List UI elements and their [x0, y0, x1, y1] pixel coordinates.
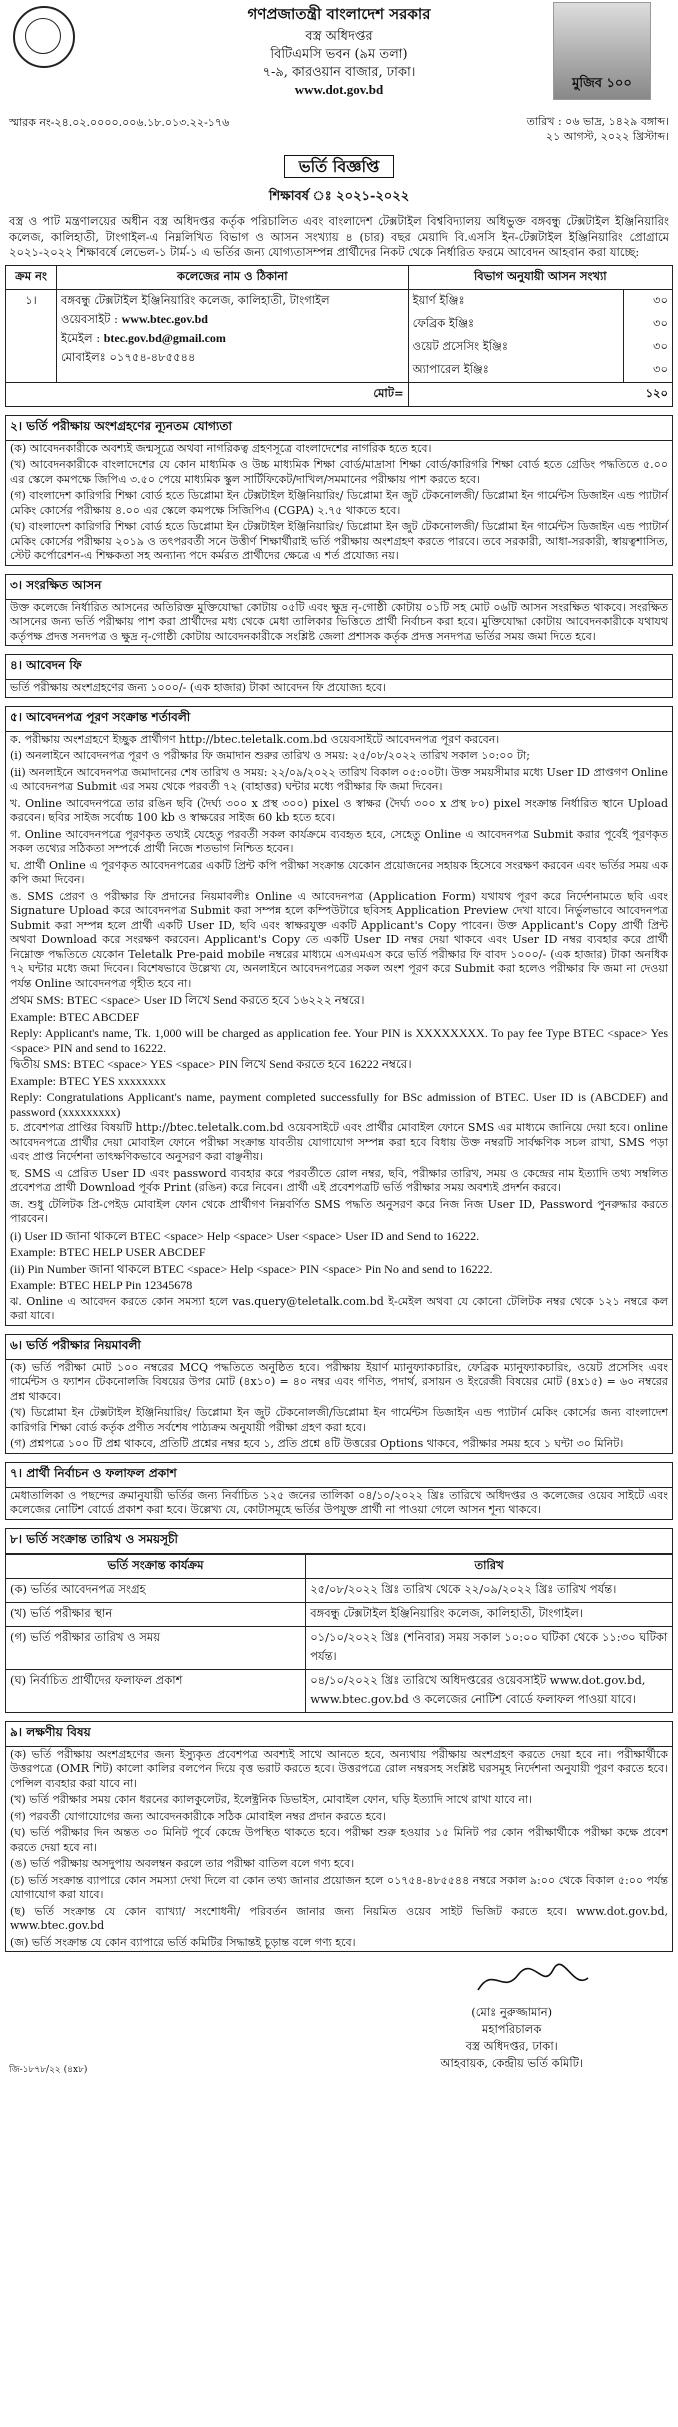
- signatory-designation: মহাপরিচালক: [482, 2022, 542, 2036]
- list-item: (গ) পরবর্তী যোগাযোগের জন্য আবেদনকারীকে সঠিক মোবাইল নম্বর প্রদান করতে হবে।: [10, 1809, 386, 1823]
- government-seal-icon: [13, 6, 75, 68]
- schedule-table: [6, 1554, 672, 1712]
- col-college: কলেজের নাম ও ঠিকানা: [57, 265, 409, 289]
- dept-seats: ৩০: [624, 289, 673, 313]
- building-name: বিটিএমসি ভবন (৯ম তলা): [270, 47, 408, 62]
- list-item: Example: BTEC HELP USER ABCDEF: [10, 1245, 206, 1259]
- list-item: (জ) ভর্তি সংক্রান্ত যে কোন ব্যাপারে ভর্তি কমিটির সিদ্ধান্তই চূড়ান্ত বলে গণ্য হবে।: [10, 1935, 356, 1949]
- signatory-office: বস্ত্র অধিদপ্তর, ঢাকা।: [465, 2039, 558, 2053]
- list-item: ঘ. প্রার্থী Online এ পূরণকৃত আবেদনপত্রের একটি প্রিন্ট কপি পরীক্ষা সংক্রান্ত যেকোন প্রয়োজনের সহায়ক হিসেবে সংরক্ষণ করবেন এবং ভর্তির সময় এক কপি জমা দিবেন।: [10, 858, 668, 886]
- section-selection-result: ৭। প্রার্থী নির্বাচন ও ফলাফল প্রকাশ মেধাতালিকা ও পছন্দের ক্রমানুযায়ী ভর্তির জন্য নির্বাচিত ১২৫ জনের তালিকা ০৪/১০/২০২২ খ্রিঃ তারিখে অধিদপ্তর ও কলেজের ওয়েব সাইটে এবং কলেজের নোটিশ বোর্ডে প্রকাশ করা হবে। উল্লেখ্য যে, কোটাসমূহে ভর্তির উপযুক্ত প্রার্থী না পাওয়া গেলে আসন শূন্য থাকবে।: [5, 1462, 673, 1520]
- section-application-fee: ৪। আবেদন ফি ভর্তি পরীক্ষায় অংশগ্রহণের জন্য ১০০০/- (এক হাজার) টাকা আবেদন ফি প্রযোজ্য হবে।: [5, 654, 673, 698]
- table-row: (গ) ভর্তি পরীক্ষার তারিখ ও সময় ০১/১০/২০২২ খ্রিঃ (শনিবার) সময় সকাল ১০:০০ ঘটিকা থেকে ১১:৩০ ঘটিকা পর্যন্ত।: [6, 1626, 672, 1669]
- footer-code: জি-১৮৭৮/২২ (৪x৮): [9, 2065, 88, 2075]
- sms-line: দ্বিতীয় SMS: BTEC <space> YES <space> PIN লিখে Send করতে হবে 16222 নম্বরে।: [10, 1057, 412, 1071]
- list-item: (চ) ভর্তি সংক্রান্ত ব্যাপারে কোন সমস্যা দেখা দিলে বা কোন তথ্য জানার প্রয়োজন হলে ০১৭৫৪-৪৮৫৫৪৪ নম্বরে সকাল ৯:০০ থেকে বিকাল ৫:০০ পর্যন্ত যোগাযোগ করা যাবে।: [10, 1873, 668, 1901]
- list-item: ছ. SMS এ প্রেরিত User ID এবং password ব্যবহার করে পরবর্তীতে রোল নম্বর, ছবি, পরীক্ষার তারিখ, সময় ও কেন্দ্রের নাম ইত্যাদি তথ্য সম্বলিত প্রবেশপত্র প্রার্থী Download পূর্বক Print (রঙিন) করে নিবেন। প্রার্থী এই প্রবেশপত্রটি ভর্তি পরীক্ষার সময় অবশ্যই প্রদর্শন করবে।: [10, 1166, 668, 1194]
- session-year: শিক্ষাবর্ষ ঃ ২০২১-২০২২: [268, 189, 410, 204]
- sms-line: Example: BTEC ABCDEF: [10, 1009, 140, 1024]
- dept-seats: ৩০: [624, 313, 673, 336]
- table-row: (খ) ভর্তি পরীক্ষার স্থান বঙ্গবন্ধু টেক্সটাইল ইঞ্জিনিয়ারিং কলেজ, কালিহাতী, টাংগাইল।: [6, 1602, 672, 1626]
- college-website-link[interactable]: www.btec.gov.bd: [121, 311, 208, 326]
- table-row: (ঘ) নির্বাচিত প্রার্থীদের ফলাফল প্রকাশ ০৪/১০/২০২২ খ্রিঃ তারিখে অধিদপ্তরের ওয়েবসাইট www.dot.gov.bd, www.btec.gov.bd ও কলেজের নোটিশ বোর্ডে ফলাফল পাওয়া যাবে।: [6, 1669, 672, 1712]
- list-item: (খ) আবেদনকারীকে বাংলাদেশের যে কোন মাধ্যমিক ও উচ্চ মাধ্যমিক শিক্ষা বোর্ড/মাদ্রাসা শিক্ষা বোর্ড/কারিগরি শিক্ষা বোর্ড হতে গ্রেডিং পদ্ধতিতে ৫.০০ এর স্কেলে কমপক্ষে জিপিএ ৩.৫০ পেয়ে মাধ্যমিক স্কুল সার্টিফিকেট/দাখিল/সমমানের পরীক্ষায় পাশ করতে হবে।: [10, 458, 668, 486]
- gov-title: গণপ্রজাতন্ত্রী বাংলাদেশ সরকার: [247, 5, 431, 23]
- list-item: (ক) ভর্তি পরীক্ষা মোট ১০০ নম্বরের MCQ পদ্ধতিতে অনুষ্ঠিত হবে। পরীক্ষায় ইয়ার্ণ ম্যানুফ্যাকচারিং, ফেব্রিক ম্যানুফ্যাকচারিং, ওয়েট প্রসেসিং এবং গার্মেন্টস ও ফ্যাশন টেকনোলজি বিষয়ের উপর মোট (৪x১০) = ৪০ নম্বর এবং গণিত, পদার্থ, রসায়ন ও ইংরেজী বিষয়ের মোট (৪x১৫) = ৬০ নম্বরের প্রশ্ন থাকবে।: [10, 1360, 668, 1403]
- section-reserved-seats: ৩। সংরক্ষিত আসন উক্ত কলেজে নির্ধারিত আসনের অতিরিক্ত মুক্তিযোদ্ধা কোটায় ০৫টি এবং ক্ষুদ্র নৃ-গোষ্ঠী কোটায় ০১টি সহ মোট ০৬টি আসন সংরক্ষিত থাকবে। সংরক্ষিত আসনের জন্য ভর্তি পরীক্ষায় পাশ করা প্রার্থীদের মধ্য থেকে মেধা তালিকার ভিত্তিতে প্রার্থী নির্বাচন করা হবে। মুক্তিযোদ্ধা কোটায় আবেদনকারীকে যথাযথ কর্তৃপক্ষ প্রদত্ত সনদপত্র ও ক্ষুদ্র নৃ-গোষ্ঠী কোটায় আবেদনকারীকে সংশ্লিষ্ট জেলা প্রশাসক কর্তৃক প্রদত্ত সনদপত্র ভর্তির সময় জমা দিতে হবে।: [5, 574, 673, 647]
- admission-notice: [5, 0, 673, 2427]
- date-bangla: ০৬ ভাদ্র, ১৪২৯ বঙ্গাব্দ।: [565, 115, 669, 128]
- list-item: (ক) ভর্তি পরীক্ষায় অংশগ্রহণের জন্য ইস্যুকৃত প্রবেশপত্র অবশ্যই সাথে আনতে হবে, অন্যথায় পরীক্ষায় অংশগ্রহণ করতে দেয়া হবে না। পরীক্ষার্থীকে উত্তরপত্রে (OMR শিট) কালো কালির বলপেন দিয়ে বৃত্ত ভরাট করতে হবে। উত্তরপত্রে রোল নম্বরসহ সংশ্লিষ্ট ঘরসমূহ নির্দেশনা অনুযায়ী পূরণ করতে হবে। পেন্সিল ব্যবহার করা যাবে না।: [10, 1747, 668, 1790]
- list-item: (খ) ভর্তি পরীক্ষার সময় কোন ধরনের ক্যালকুলেটর, ইলেক্ট্রনিক ডিভাইস, মোবাইল ফোন, ঘড়ি ইত্যাদি সাথে রাখা যাবে না।: [10, 1793, 533, 1806]
- dept-seats: ৩০: [624, 359, 673, 383]
- col-sl: ক্রম নং: [6, 265, 57, 289]
- sms-line: Reply: Applicant's name, Tk. 1,000 will be charged as application fee. Your PIN is XXXXXXXX. To pay fee Type BTEC <space> Yes <space> PIN and send to 16222.: [10, 1026, 668, 1055]
- sms-line: Example: BTEC YES xxxxxxxx: [10, 1073, 166, 1088]
- list-item: ঝ. Online এ আবেদন করতে কোন সমস্যা হলে vas.query@teletalk.com.bd ই-মেইল অথবা যে কোনো টেলিটক নম্বর থেকে ১২১ নম্বরে কল করা যাবে।: [10, 1294, 668, 1322]
- memo-number: স্মারক নং-২৪.০২.০০০০.০০৬.১৮.০১৩.২২-১৭৬: [9, 116, 230, 129]
- row-sl: ১।: [6, 289, 57, 382]
- list-item: (ii) অনলাইনে আবেদনপত্র জমাদানের শেষ তারিখ ও সময়: ২২/০৯/২০২২ তারিখ বিকাল ০৫:০০টা। উক্ত সময়সীমার মধ্যে User ID প্রাপ্তগণ Online এ আবেদনপত্র Submit এর সময় থেকে পরবর্তী ৭২ (বাহাত্তর) ঘন্টার মধ্যে পরীক্ষার ফি জমা দিবেন।: [10, 765, 668, 793]
- list-item: (i) User ID জানা থাকলে BTEC <space> Help <space> User <space> User ID and Send to 16222.: [10, 1228, 480, 1243]
- list-item: ভর্তি পরীক্ষায় অংশগ্রহণের জন্য ১০০০/- (এক হাজার) টাকা আবেদন ফি প্রযোজ্য হবে।: [10, 681, 386, 694]
- list-item: (ক) আবেদনকারীকে অবশ্যই জন্মসূত্রে অথবা নাগরিকত্ব গ্রহণসূত্রে বাংলাদেশের নাগরিক হতে হবে।: [10, 441, 432, 455]
- list-item: ঙ. SMS প্রেরণ ও পরীক্ষার ফি প্রদানের নিয়মাবলীঃ Online এ আবেদনপত্র (Application Form) যথাযথ পূরণ করে নির্দেশনামতে ছবি এবং Signature Upload করে আবেদনপত্র Submit করা সম্পন্ন হলে কম্পিউটারে ছবিসহ Application Preview দেখা যাবে। নির্ভুলভাবে আবেদনপত্র Submit করা সম্পন্ন হলে প্রার্থী একটি User ID, ছবি এবং স্বাক্ষরযুক্ত একটি Applicant's Copy পাবেন। উক্ত Applicant's Copy প্রার্থী প্রিন্ট অথবা Download করে সংরক্ষণ করবেন। Applicant's Copy তে একটি User ID নম্বর দেয়া থাকবে এবং User ID নম্বর ব্যবহার করে প্রার্থী নিম্নোক্ত পদ্ধতিতে যেকোন Teletalk Pre-paid mobile নম্বরের মাধ্যমে এসএমএস করে ভর্তি পরীক্ষার ফি বাবদ ১০০০/- (এক হাজার) টাকা অনধিক ৭২ ঘন্টার মধ্যে জমা দিবেন। বিশেষভাবে উল্লেখ্য যে, অনলাইনে আবেদনপত্রের সকল অংশ পূরণ করে Submit করা হলেও পরীক্ষার ফি জমা না দেওয়া পর্যন্ত Online আবেদনপত্র গৃহীত হবে না।: [10, 889, 668, 990]
- section-eligibility: ২। ভর্তি পরীক্ষায় অংশগ্রহণের ন্যূনতম যোগ্যতা (ক) আবেদনকারীকে অবশ্যই জন্মসূত্রে অথবা নাগরিকত্ব গ্রহণসূত্রে বাংলাদেশের নাগরিক হতে হবে। (খ) আবেদনকারীকে বাংলাদেশের যে কোন মাধ্যমিক ও উচ্চ মাধ্যমিক শিক্ষা বোর্ড/মাদ্রাসা শিক্ষা বোর্ড/কারিগরি শিক্ষা বোর্ড হতে গ্রেডিং পদ্ধতিতে ৫.০০ এর স্কেলে কমপক্ষে জিপিএ ৩.৫০ পেয়ে মাধ্যমিক স্কুল সার্টিফিকেট/দাখিল/সমমানের পরীক্ষায় পাশ করতে হবে। (গ) বাংলাদেশ কারিগরি শিক্ষা বোর্ড হতে ডিপ্লোমা ইন টেক্সটাইল ইঞ্জিনিয়ারিং/ ডিপ্লোমা ইন জুট টেকনোলজী/ ডিপ্লোমা ইন গার্মেন্টস ডিজাইন এন্ড প্যাটার্ন মেকিং কোর্সের পরীক্ষায় ৪.০০ এর স্কেলে কমপক্ষে সিজিপিএ (CGPA) ২.৭৫ থাকতে হবে। (ঘ) বাংলাদেশ কারিগরি শিক্ষা বোর্ড হতে ডিপ্লোমা ইন টেক্সটাইল ইঞ্জিনিয়ারিং/ ডিপ্লোমা ইন জুট টেকনোলজী/ ডিপ্লোমা ইন গার্মেন্টস ডিজাইন এন্ড প্যাটার্ন মেকিং কোর্সের পরীক্ষায় ২০১৯ ও তৎপরবর্তী সনে উত্তীর্ণ শিক্ষার্থীরাই ভর্তি পরীক্ষায় অংশগ্রহণ করতে পারবে। তবে সরকারী, আধা-সরকারী, স্বায়ত্বশাসিত, স্টেট কর্পোরেশন-এ শিক্ষকতা সহ অন্যান্য পদে কর্মরত প্রার্থীদের ক্ষেত্রে এ শর্ত প্রযোজ্য নয়।: [5, 415, 673, 566]
- date-english: ২১ আগস্ট, ২০২২ খ্রিস্টাব্দ।: [545, 130, 669, 143]
- dept-name: ফেব্রিক ইঞ্জিঃ: [408, 313, 623, 336]
- memo-date: [527, 114, 669, 144]
- list-item: (i) অনলাইনে আবেদনপত্র পূরণ ও পরীক্ষার ফি জমাদান শুরুর তারিখ ও সময়: ২৫/০৮/২০২২ তারিখ সকাল ১০:০০ টা;: [10, 749, 530, 762]
- signature-block: [5, 1952, 673, 2082]
- col-date: তারিখ: [306, 1554, 672, 1578]
- sms-line: প্রথম SMS: BTEC <space> User ID লিখে Send করতে হবে ১৬২২২ নম্বরে।: [10, 993, 365, 1007]
- seat-table: [5, 265, 673, 407]
- signatory-name: (মোঃ নুরুজ্জামান): [471, 2005, 553, 2019]
- total-seats: ১২০: [408, 382, 672, 406]
- section-application-rules: ৫। আবেদনপত্র পূরণ সংক্রান্ত শর্তাবলী ক. পরীক্ষায় অংশগ্রহণে ইচ্ছুক প্রার্থীগণ http://btec.teletalk.com.bd ওয়েবসাইটে আবেদনপত্র পূরণ করবেন। (i) অনলাইনে আবেদনপত্র পূরণ ও পরীক্ষার ফি জমাদান শুরুর তারিখ ও সময়: ২৫/০৮/২০২২ তারিখ সকাল ১০:০০ টা; (ii) অনলাইনে আবেদনপত্র জমাদানের শেষ তারিখ ও সময়: ২২/০৯/২০২২ তারিখ বিকাল ০৫:০০টা। উক্ত সময়সীমার মধ্যে User ID প্রাপ্তগণ Online এ আবেদনপত্র Submit এর সময় থেকে পরবর্তী ৭২ (বাহাত্তর) ঘন্টার মধ্যে পরীক্ষার ফি জমা দিবেন। খ. Online আবেদনপত্রে তার রঙিন ছবি (দৈর্ঘ্য ৩০০ x প্রস্থ ৩০০) pixel ও স্বাক্ষর (দৈর্ঘ্য ৩০০ x প্রস্থ ৮০) pixel সংক্রান্ত নির্ধারিত স্থানে Upload করবেন। ছবির সাইজ সর্বোচ্চ 100 kb ও স্বাক্ষরের সাইজ 60 kb হতে হবে। গ. Online আবেদনপত্রে পূরণকৃত তথ্যই যেহেতু পরবর্তী সকল কার্যক্রমে ব্যবহৃত হবে, সেহেতু Online এ আবেদনপত্র Submit করার পূর্বেই পূরণকৃত সকল তথ্যের সঠিকতা সম্পর্কে প্রার্থী নিজে শতভাগ নিশ্চিত হবেন। ঘ. প্রার্থী Online এ পূরণকৃত আবেদনপত্রের একটি প্রিন্ট কপি পরীক্ষা সংক্রান্ত যেকোন প্রয়োজনের সহায়ক হিসেবে সংরক্ষণ করবেন এবং ভর্তির সময় এক কপি জমা দিবেন। ঙ. SMS প্রেরণ ও পরীক্ষার ফি প্রদানের নিয়মাবলীঃ Online এ আবেদনপত্র (Application Form) যথাযথ পূরণ করে নির্দেশনামতে ছবি এবং Signature Upload করে আবেদনপত্র Submit করা সম্পন্ন হলে কম্পিউটারে ছবিসহ Application Preview দেখা যাবে। নির্ভুলভাবে আবেদনপত্র Submit করা সম্পন্ন হলে প্রার্থী একটি User ID, ছবি এবং স্বাক্ষরযুক্ত একটি Applicant's Copy পাবেন। উক্ত Applicant's Copy প্রার্থী প্রিন্ট অথবা Download করে সংরক্ষণ করবেন। Applicant's Copy তে একটি User ID নম্বর দেয়া থাকবে এবং User ID নম্বর ব্যবহার করে প্রার্থী নিম্নোক্ত পদ্ধতিতে যেকোন Teletalk Pre-paid mobile নম্বরের মাধ্যমে এসএমএস করে ভর্তি পরীক্ষার ফি বাবদ ১০০০/- (এক হাজার) টাকা অনধিক ৭২ ঘন্টার মধ্যে জমা দিবেন। বিশেষভাবে উল্লেখ্য যে, অনলাইনে আবেদনপত্রের সকল অংশ পূরণ করে Submit করা হলেও পরীক্ষার ফি জমা না দেওয়া পর্যন্ত Online আবেদনপত্র গৃহীত হবে না। প্রথম SMS: BTEC <space> User ID লিখে Send করতে হবে ১৬২২২ নম্বরে। Example: BTEC ABCDEF Reply: Applicant's name, Tk. 1,000 will be charged as application fee. Your PIN is XXXXXXXX. To pay fee Type BTEC <space> Yes <space> PIN and send to 16222. দ্বিতীয় SMS: BTEC <space> YES <space> PIN লিখে Send করতে হবে 16222 নম্বরে। Example: BTEC YES xxxxxxxx Reply: Congratulations Applicant's name, payment completed successfully for BSc admission of BTEC. User ID is (ABCDEF) and password (xxxxxxxxx) চ. প্রবেশপত্র প্রাপ্তির বিষয়টি http://btec.teletalk.com.bd ওয়েবসাইটে এবং প্রার্থীর মোবাইল ফোনে SMS এর মাধ্যমে জানিয়ে দেয়া হবে। online আবেদনপত্রে প্রার্থীর দেয়া মোবাইল ফোনে পরীক্ষা সংক্রান্ত যাবতীয় যোগাযোগ সম্পন্ন করা হবে বিধায় উক্ত নম্বরটি সার্বক্ষণিক সচল রাখা, SMS পড়া এবং প্রাপ্ত নির্দেশনা তাৎক্ষণিকভাবে অনুসরণ করা বাঞ্ছনীয়। ছ. SMS এ প্রেরিত User ID এবং password ব্যবহার করে পরবর্তীতে রোল নম্বর, ছবি, পরীক্ষার তারিখ, সময় ও কেন্দ্রের নাম ইত্যাদি তথ্য সম্বলিত প্রবেশপত্র প্রার্থী Download পূর্বক Print (রঙিন) করে নিবেন। প্রার্থী এই প্রবেশপত্রটি ভর্তি পরীক্ষার সময় অবশ্যই প্রদর্শন করবে। জ. শুধু টেলিটক প্রি-পেইড মোবাইল ফোন থেকে প্রার্থীগণ নিম্নবর্ণিত SMS পদ্ধতি অনুসরণ করে নিজ নিজ User ID, Password পুনরুদ্ধার করতে পারবেন। (i) User ID জানা থাকলে BTEC <space> Help <space> User <space> User ID and Send to 16222. Example: BTEC HELP USER ABCDEF (ii) Pin Number জানা থাকলে BTEC <space> Help <space> PIN <space> Pin No and send to 16222. Example: BTEC HELP Pin 12345678 ঝ. Online এ আবেদন করতে কোন সমস্যা হলে vas.query@teletalk.com.bd ই-মেইল অথবা যে কোনো টেলিটক নম্বর থেকে ১২১ নম্বরে কল করা যাবে।: [5, 706, 673, 1326]
- list-item: (ঙ) ভর্তি পরীক্ষায় অসদুপায় অবলম্বন করলে তার পরীক্ষা বাতিল বলে গণ্য হবে।: [10, 1857, 355, 1870]
- header-website-link[interactable]: www.dot.gov.bd: [294, 82, 384, 97]
- intro-paragraph: বস্ত্র ও পাট মন্ত্রণালয়ের অধীন বস্ত্র অধিদপ্তর কর্তৃক পরিচালিত এবং বাংলাদেশ টেক্সটাইল বিশ্ববিদ্যালয় অধিভুক্ত বঙ্গবন্ধু টেক্সটাইল ইঞ্জিনিয়ারিং কলেজ, কালিহাতী, টাংগাইল-এ নিম্নলিখিত বিভাগ ও আসন সংখ্যায় ৪ (চার) বছর মেয়াদি বি.এসসি ইন-টেক্সটাইল ইঞ্জিনিয়ারিং প্রোগ্রামে ২০২১-২০২২ শিক্ষাবর্ষে লেভেল-১ টার্ম-১ এ ভর্তির জন্য যোগ্যতাসম্পন্ন প্রার্থীদের নিকট থেকে নির্ধারিত ফরমে আবেদন আহবান করা যাচ্ছে:: [9, 214, 669, 259]
- dept-name: ওয়েট প্রসেসিং ইঞ্জিঃ: [408, 336, 623, 359]
- section-notes: ৯। লক্ষণীয় বিষয় (ক) ভর্তি পরীক্ষায় অংশগ্রহণের জন্য ইস্যুকৃত প্রবেশপত্র অবশ্যই সাথে আনতে হবে, অন্যথায় পরীক্ষায় অংশগ্রহণ করতে দেয়া হবে না। পরীক্ষার্থীকে উত্তরপত্রে (OMR শিট) কালো কালির বলপেন দিয়ে বৃত্ত ভরাট করতে হবে। উত্তরপত্রে রোল নম্বরসহ সংশ্লিষ্ট ঘরসমূহ নির্দেশনা অনুযায়ী পূরণ করতে হবে। পেন্সিল ব্যবহার করা যাবে না। (খ) ভর্তি পরীক্ষার সময় কোন ধরনের ক্যালকুলেটর, ইলেক্ট্রনিক ডিভাইস, মোবাইল ফোন, ঘড়ি ইত্যাদি সাথে রাখা যাবে না। (গ) পরবর্তী যোগাযোগের জন্য আবেদনকারীকে সঠিক মোবাইল নম্বর প্রদান করতে হবে। (ঘ) ভর্তি পরীক্ষার দিন অন্তত ৩০ মিনিট পূর্বে কেন্দ্রে উপস্থিত থাকতে হবে। পরীক্ষা শুরু হওয়ার ১৫ মিনিট পর কোন পরীক্ষার্থীকে পরীক্ষা কক্ষে প্রবেশ করতে দেয়া হবে না। (ঙ) ভর্তি পরীক্ষায় অসদুপায় অবলম্বন করলে তার পরীক্ষা বাতিল বলে গণ্য হবে। (চ) ভর্তি সংক্রান্ত ব্যাপারে কোন সমস্যা দেখা দিলে বা কোন তথ্য জানার প্রয়োজন হলে ০১৭৫৪-৪৮৫৫৪৪ নম্বরে সকাল ৯:০০ থেকে বিকাল ৫:০০ পর্যন্ত যোগাযোগ করা যাবে। (ছ) ভর্তি সংক্রান্ত যে কোন ব্যাখ্যা/ সংশোধনী/ পরিবর্তন জানার জন্য নিয়মিত ওয়েব সাইট ভিজিট করতে হবে। www.dot.gov.bd, www.btec.gov.bd (জ) ভর্তি সংক্রান্ত যে কোন ব্যাপারে ভর্তি কমিটির সিদ্ধান্তই চূড়ান্ত বলে গণ্য হবে।: [5, 1721, 673, 1953]
- list-item: চ. প্রবেশপত্র প্রাপ্তির বিষয়টি http://btec.teletalk.com.bd ওয়েবসাইটে এবং প্রার্থীর মোবাইল ফোনে SMS এর মাধ্যমে জানিয়ে দেয়া হবে। online আবেদনপত্রে প্রার্থীর দেয়া মোবাইল ফোনে পরীক্ষা সংক্রান্ত যাবতীয় যোগাযোগ সম্পন্ন করা হবে বিধায় উক্ত নম্বরটি সার্বক্ষণিক সচল রাখা, SMS পড়া এবং প্রাপ্ত নির্দেশনা তাৎক্ষণিকভাবে অনুসরণ করা বাঞ্ছনীয়।: [10, 1121, 668, 1163]
- college-cell: বঙ্গবন্ধু টেক্সটাইল ইঞ্জিনিয়ারিং কলেজ, কালিহাতী, টাংগাইল ওয়েবসাইট : www.btec.gov.bd ইমেইল : btec.gov.bd@gmail.com মোবাইলঃ ০১৭৫৪-৪৮৫৫৪৪: [57, 289, 409, 382]
- dept-name: ইয়ার্ণ ইঞ্জিঃ: [408, 289, 623, 313]
- total-label: মোট=: [6, 382, 409, 406]
- section-exam-rules: ৬। ভর্তি পরীক্ষার নিয়মাবলী (ক) ভর্তি পরীক্ষা মোট ১০০ নম্বরের MCQ পদ্ধতিতে অনুষ্ঠিত হবে। পরীক্ষায় ইয়ার্ণ ম্যানুফ্যাকচারিং, ফেব্রিক ম্যানুফ্যাকচারিং, ওয়েট প্রসেসিং এবং গার্মেন্টস ও ফ্যাশন টেকনোলজি বিষয়ের উপর মোট (৪x১০) = ৪০ নম্বর এবং গণিত, পদার্থ, রসায়ন ও ইংরেজী বিষয়ের মোট (৪x১৫) = ৬০ নম্বরের প্রশ্ন থাকবে। (খ) ডিপ্লোমা ইন টেক্সটাইল ইঞ্জিনিয়ারিং/ ডিপ্লোমা ইন জুট টেকনোলজী/ডিপ্লোমা ইন গার্মেন্টস ডিজাইন এন্ড প্যাটার্ন মেকিং কোর্সের জন্য বাংলাদেশ কারিগরি শিক্ষা বোর্ড কর্তৃক প্রণীত সর্বশেষ পাঠ্যক্রম অনুযায়ী পরীক্ষা গ্রহণ করা হবে। (গ) প্রশ্নপত্রে ১০০ টি প্রশ্ন থাকবে, প্রতিটি প্রশ্নের নম্বর হবে ১, প্রতি প্রশ্নে ৪টি উত্তরের Options থাকবে, পরীক্ষার সময় হবে ১ ঘন্টা ৩০ মিনিট।: [5, 1334, 673, 1454]
- list-item: (গ) বাংলাদেশ কারিগরি শিক্ষা বোর্ড হতে ডিপ্লোমা ইন টেক্সটাইল ইঞ্জিনিয়ারিং/ ডিপ্লোমা ইন জুট টেকনোলজী/ ডিপ্লোমা ইন গার্মেন্টস ডিজাইন এন্ড প্যাটার্ন মেকিং কোর্সের পরীক্ষায় ৪.০০ এর স্কেলে কমপক্ষে সিজিপিএ (CGPA) ২.৭৫ থাকতে হবে।: [10, 489, 668, 517]
- signatory-role: আহবায়ক, কেন্দ্রীয় ভর্তি কমিটি।: [440, 2056, 583, 2070]
- address: ৭-৯, কারওয়ান বাজার, ঢাকা।: [262, 65, 416, 80]
- list-item: ক. পরীক্ষায় অংশগ্রহণে ইচ্ছুক প্রার্থীগণ http://btec.teletalk.com.bd ওয়েবসাইটে আবেদনপত্র পূরণ করবেন।: [10, 732, 500, 746]
- mujib100-portrait-logo: [553, 2, 651, 100]
- dept-seats: ৩০: [624, 336, 673, 359]
- college-name: বঙ্গবন্ধু টেক্সটাইল ইঞ্জিনিয়ারিং কলেজ, কালিহাতী, টাংগাইল: [61, 292, 330, 307]
- list-item: গ. Online আবেদনপত্রে পূরণকৃত তথ্যই যেহেতু পরবর্তী সকল কার্যক্রমে ব্যবহৃত হবে, সেহেতু Online এ আবেদনপত্র Submit করার পূর্বেই পূরণকৃত সকল তথ্যের সঠিকতা সম্পর্কে প্রার্থী নিজে শতভাগ নিশ্চিত হবেন।: [10, 827, 668, 855]
- section-schedule: ৮। ভর্তি সংক্রান্ত তারিখ ও সময়সূচী ভর্তি সংক্রান্ত কার্যক্রম তারিখ (ক) ভর্তির আবেদনপত্র সংগ্রহ ২৫/০৮/২০২২ খ্রিঃ তারিখ থেকে ২২/০৯/২০২২ খ্রিঃ তারিখ পর্যন্ত। (খ) ভর্তি পরীক্ষার স্থান বঙ্গবন্ধু টেক্সটাইল ইঞ্জিনিয়ারিং কলেজ, কালিহাতী, টাংগাইল। (গ) ভর্তি পরীক্ষার তারিখ ও সময় ০১/১০/২০২২ খ্রিঃ (শনিবার) সময় সকাল ১০:০০ ঘটিকা থেকে ১১:৩০ ঘটিকা পর্যন্ত। (ঘ) নির্বাচিত প্রার্থীদের ফলাফল প্রকাশ ০৪/১০/২০২২ খ্রিঃ তারিখে অধিদপ্তরের ওয়েবসাইট www.dot.gov.bd, www.btec.gov.bd ও কলেজের নোটিশ বোর্ডে ফলাফল পাওয়া যাবে।: [5, 1528, 673, 1713]
- list-item: উক্ত কলেজে নির্ধারিত আসনের অতিরিক্ত মুক্তিযোদ্ধা কোটায় ০৫টি এবং ক্ষুদ্র নৃ-গোষ্ঠী কোটায় ০১টি সহ মোট ০৬টি আসন সংরক্ষিত থাকবে। সংরক্ষিত আসনের জন্য ভর্তি পরীক্ষায় পাশ করা প্রার্থীদের মধ্য থেকে মেধা তালিকার ভিত্তিতে প্রার্থী নির্বাচন করা হবে। মুক্তিযোদ্ধা কোটায় আবেদনকারীকে যথাযথ কর্তৃপক্ষ প্রদত্ত সনদপত্র ও ক্ষুদ্র নৃ-গোষ্ঠী কোটায় আবেদনকারীকে সংশ্লিষ্ট জেলা প্রশাসক কর্তৃক প্রদত্ত সনদপত্র ভর্তির সময় জমা দিতে হবে।: [10, 600, 668, 643]
- letterhead: [5, 0, 673, 112]
- list-item: (ii) Pin Number জানা থাকলে BTEC <space> Help <space> PIN <space> Pin No and send to 16222.: [10, 1261, 493, 1276]
- col-activity: ভর্তি সংক্রান্ত কার্যক্রম: [6, 1554, 306, 1578]
- college-email-link[interactable]: btec.gov.bd@gmail.com: [103, 330, 226, 345]
- college-mobile: মোবাইলঃ ০১৭৫৪-৪৮৫৫৪৪: [61, 349, 196, 364]
- signature-icon: [473, 1960, 593, 2000]
- list-item: (ঘ) ভর্তি পরীক্ষার দিন অন্তত ৩০ মিনিট পূর্বে কেন্দ্রে উপস্থিত থাকতে হবে। পরীক্ষা শুরু হওয়ার ১৫ মিনিট পর কোন পরীক্ষার্থীকে পরীক্ষা কক্ষে প্রবেশ করতে দেয়া হবে না।: [10, 1826, 668, 1854]
- date-label: তারিখ :: [526, 115, 562, 128]
- table-row: (ক) ভর্তির আবেদনপত্র সংগ্রহ ২৫/০৮/২০২২ খ্রিঃ তারিখ থেকে ২২/০৯/২০২২ খ্রিঃ তারিখ পর্যন্ত।: [6, 1578, 672, 1602]
- list-item: (ঘ) বাংলাদেশ কারিগরি শিক্ষা বোর্ড হতে ডিপ্লোমা ইন টেক্সটাইল ইঞ্জিনিয়ারিং/ ডিপ্লোমা ইন জুট টেকনোলজী/ ডিপ্লোমা ইন গার্মেন্টস ডিজাইন এন্ড প্যাটার্ন মেকিং কোর্সের পরীক্ষায় ২০১৯ ও তৎপরবর্তী সনে উত্তীর্ণ শিক্ষার্থীরাই ভর্তি পরীক্ষায় অংশগ্রহণ করতে পারবে। তবে সরকারী, আধা-সরকারী, স্বায়ত্বশাসিত, স্টেট কর্পোরেশন-এ শিক্ষকতা সহ অন্যান্য পদে কর্মরত প্রার্থীদের ক্ষেত্রে এ শর্ত প্রযোজ্য নয়।: [10, 520, 668, 562]
- memo-row: [5, 112, 673, 146]
- list-item: (খ) ডিপ্লোমা ইন টেক্সটাইল ইঞ্জিনিয়ারিং/ ডিপ্লোমা ইন জুট টেকনোলজী/ডিপ্লোমা ইন গার্মেন্টস ডিজাইন এন্ড প্যাটার্ন মেকিং কোর্সের জন্য বাংলাদেশ কারিগরি শিক্ষা বোর্ড কর্তৃক প্রণীত সর্বশেষ পাঠ্যক্রম অনুযায়ী পরীক্ষা গ্রহণ করা হবে।: [10, 1406, 668, 1434]
- list-item: Example: BTEC HELP Pin 12345678: [10, 1278, 193, 1292]
- list-item: (গ) প্রশ্নপত্রে ১০০ টি প্রশ্ন থাকবে, প্রতিটি প্রশ্নের নম্বর হবে ১, প্রতি প্রশ্নে ৪টি উত্তরের Options থাকবে, পরীক্ষার সময় হবে ১ ঘন্টা ৩০ মিনিট।: [10, 1437, 624, 1450]
- list-item: জ. শুধু টেলিটক প্রি-পেইড মোবাইল ফোন থেকে প্রার্থীগণ নিম্নবর্ণিত SMS পদ্ধতি অনুসরণ করে নিজ নিজ User ID, Password পুনরুদ্ধার করতে পারবেন।: [10, 1197, 668, 1225]
- list-item: খ. Online আবেদনপত্রে তার রঙিন ছবি (দৈর্ঘ্য ৩০০ x প্রস্থ ৩০০) pixel ও স্বাক্ষর (দৈর্ঘ্য ৩০০ x প্রস্থ ৮০) pixel সংক্রান্ত নির্ধারিত স্থানে Upload করবেন। ছবির সাইজ সর্বোচ্চ 100 kb ও স্বাক্ষরের সাইজ 60 kb হতে হবে।: [10, 796, 668, 824]
- sms-line: Reply: Congratulations Applicant's name, payment completed successfully for BSc admission of BTEC. User ID is (ABCDEF) and password (xxxxxxxxx): [10, 1090, 668, 1119]
- list-item: মেধাতালিকা ও পছন্দের ক্রমানুযায়ী ভর্তির জন্য নির্বাচিত ১২৫ জনের তালিকা ০৪/১০/২০২২ খ্রিঃ তারিখে অধিদপ্তর ও কলেজের ওয়েব সাইটে এবং কলেজের নোটিশ বোর্ডে প্রকাশ করা হবে। উল্লেখ্য যে, কোটাসমূহে ভর্তির উপযুক্ত প্রার্থী না পাওয়া গেলে আসন শূন্য থাকবে।: [10, 1488, 668, 1516]
- department-name: বস্ত্র অধিদপ্তর: [305, 29, 373, 44]
- notice-title: ভর্তি বিজ্ঞপ্তি: [5, 154, 673, 181]
- col-seats: বিভাগ অনুযায়ী আসন সংখ্যা: [408, 265, 672, 289]
- dept-name: অ্যাপারেল ইঞ্জিঃ: [408, 359, 623, 383]
- mujib100-logo-text: মুজিব ১০০: [572, 76, 632, 91]
- list-item: (ছ) ভর্তি সংক্রান্ত যে কোন ব্যাখ্যা/ সংশোধনী/ পরিবর্তন জানার জন্য নিয়মিত ওয়েব সাইট ভিজিট করতে হবে। www.dot.gov.bd, www.btec.gov.bd: [10, 1904, 668, 1932]
